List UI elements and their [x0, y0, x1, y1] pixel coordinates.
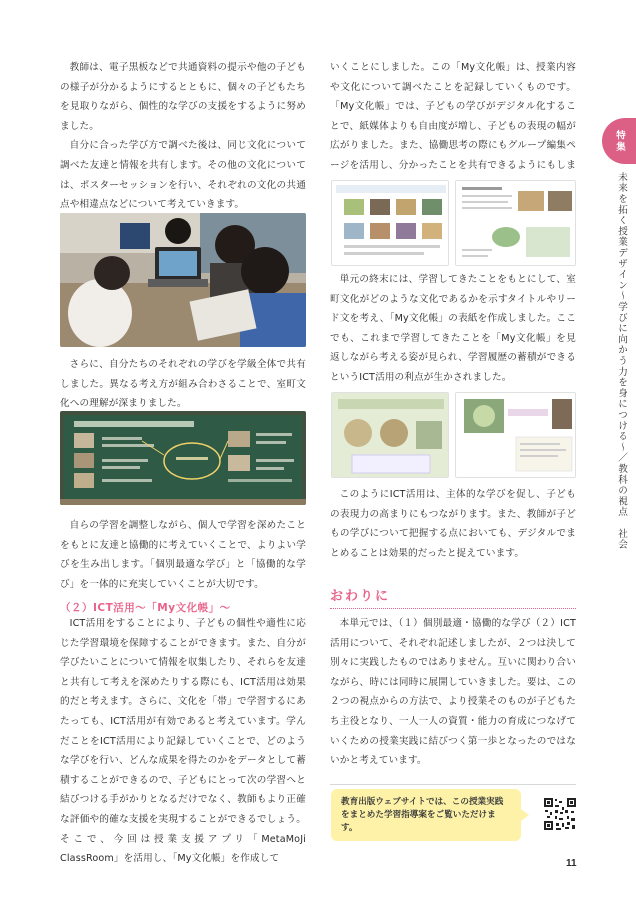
right-paragraph-1: いくことにしました。この「My文化帳」は、授業内容や文化について調べたことを記録していくものです。「My文化帳」では、子どもの学びがデジタル化することで、紙媒体よりも自由度が増し、子どもの表現の幅が広がりました。また、協働思考の際にもグループ編集ページを活用し、分かったことを共有できるようにもしま [330, 62, 576, 171]
left-paragraph-5: ICT活用をすることにより、子どもの個性や適性に応じた学習環境を保障することができます。また、自分が学びたいことについて情報を収集したり、それらを友達と共有して考えを深めたりする際にも、ICT活用は効果的だと考えます。さらに、文化を「帯」で学習するにあたっても、ICT活用が有効であると考えています。学んだことをICT活用により記録していくことで、どのような学びを行い、どんな成果を得たのかをデータとして蓄積することができるので、子どもにとって次の学習へと結びつける手がかりとなるだけでなく、教師もより正確な評価や的確な支援を実現することができるでしょう。そこで、今回は授業支援アプリ「MetaMoJi ClassRoom」を活用し、「My文化帳」を作成して [60, 618, 306, 865]
left-column-lower [60, 516, 306, 594]
left-paragraph-1: 教師は、電子黒板などで共通資料の提示や他の子どもの様子が分かるようにするとともに、個々の子どもたちを見取りながら、個性的な学びの支援をするように努めました。 [60, 62, 306, 132]
blackboard-illustration [60, 411, 306, 505]
vertical-series-title: 未来を拓く授業デザイン～学びに向かう力を身につける～／教科の視点 社会 [616, 172, 627, 550]
students-laptop-illustration [60, 213, 306, 347]
my-bunkacho-screenshot-1 [331, 180, 449, 266]
website-callout: 教育出版ウェブサイトでは、この授業実践をまとめた学習指導案をご覧いただけます。 [331, 789, 521, 841]
left-paragraph-4: 自らの学習を調整しながら、個人で学習を深めたことをもとに友達と協働的に考えていくことで、よりよい学びを生み出します。「個別最適な学び」と「協働的な学び」を一体的に充実していくことが大切です。 [60, 520, 306, 590]
section-heading-ict: （２）ICT活用～「My文化帳」～ [60, 602, 231, 614]
blackboard-photo [60, 411, 306, 505]
right-column-bottom [330, 614, 576, 771]
cover-1-illustration [332, 393, 449, 478]
right-paragraph-4: 本単元では、（１）個別最適・協働的な学び（２）ICT活用について、それぞれ記述しましたが、２つは決して別々に実践したものではありません。互いに関わり合いながら、時には同時に展開していきました。要は、この２つの視点からの方法で、より授業そのものが子どもたち主役となり、一人一人の資質・能力の育成につなげていくための授業実践に結びつく第一歩となったのではないかと考えています。 [330, 618, 576, 767]
left-column-bottom [60, 614, 306, 869]
screenshot-1-illustration [332, 181, 449, 266]
left-paragraph-3: さらに、自分たちのそれぞれの学びを学級全体で共有しました。異なる考え方が組み合わさることで、室町文化への理解が深まりました。 [60, 359, 306, 410]
qr-code-icon [543, 797, 577, 831]
my-bunkacho-cover-screenshot-2 [455, 392, 576, 478]
left-column-mid [60, 355, 306, 414]
conclusion-heading: おわりに [330, 585, 576, 609]
left-column [60, 58, 306, 215]
cover-2-illustration [456, 393, 576, 478]
right-paragraph-2: 単元の終末には、学習してきたことをもとにして、室町文化がどのような文化であるかを示すタイトルやリード文を考え、「My文化帳」の表紙を作成しました。ここでも、これまで学習してきたことを「My文化帳」を見返しながら考える姿が見られ、学習履歴の蓄積ができるというICT活用の利点が生かされました。 [330, 274, 576, 383]
page-number: 11 [566, 858, 577, 869]
footer-divider [330, 784, 576, 785]
right-column [330, 58, 576, 195]
right-column-mid [330, 270, 576, 388]
right-column-lower [330, 485, 576, 563]
feature-tab: 特集 [602, 118, 636, 164]
left-paragraph-2: 自分に合った学び方で調べた後は、同じ文化について調べた友達と情報を共有します。その他の文化については、ポスターセッションを行い、それぞれの文化の共通点や相違点などについて考えていきます。 [60, 140, 306, 211]
students-laptop-photo [60, 213, 306, 347]
right-paragraph-3: このようにICT活用は、主体的な学びを促し、子どもの表現力の高まりにもつながります。また、教師が子どもの学びについて把握する点においても、デジタルでまとめることは効果的だったと捉えています。 [330, 489, 576, 559]
screenshot-2-illustration [456, 181, 576, 266]
qr-code[interactable] [543, 797, 577, 831]
my-bunkacho-cover-screenshot-1 [331, 392, 449, 478]
my-bunkacho-screenshot-2 [455, 180, 576, 266]
